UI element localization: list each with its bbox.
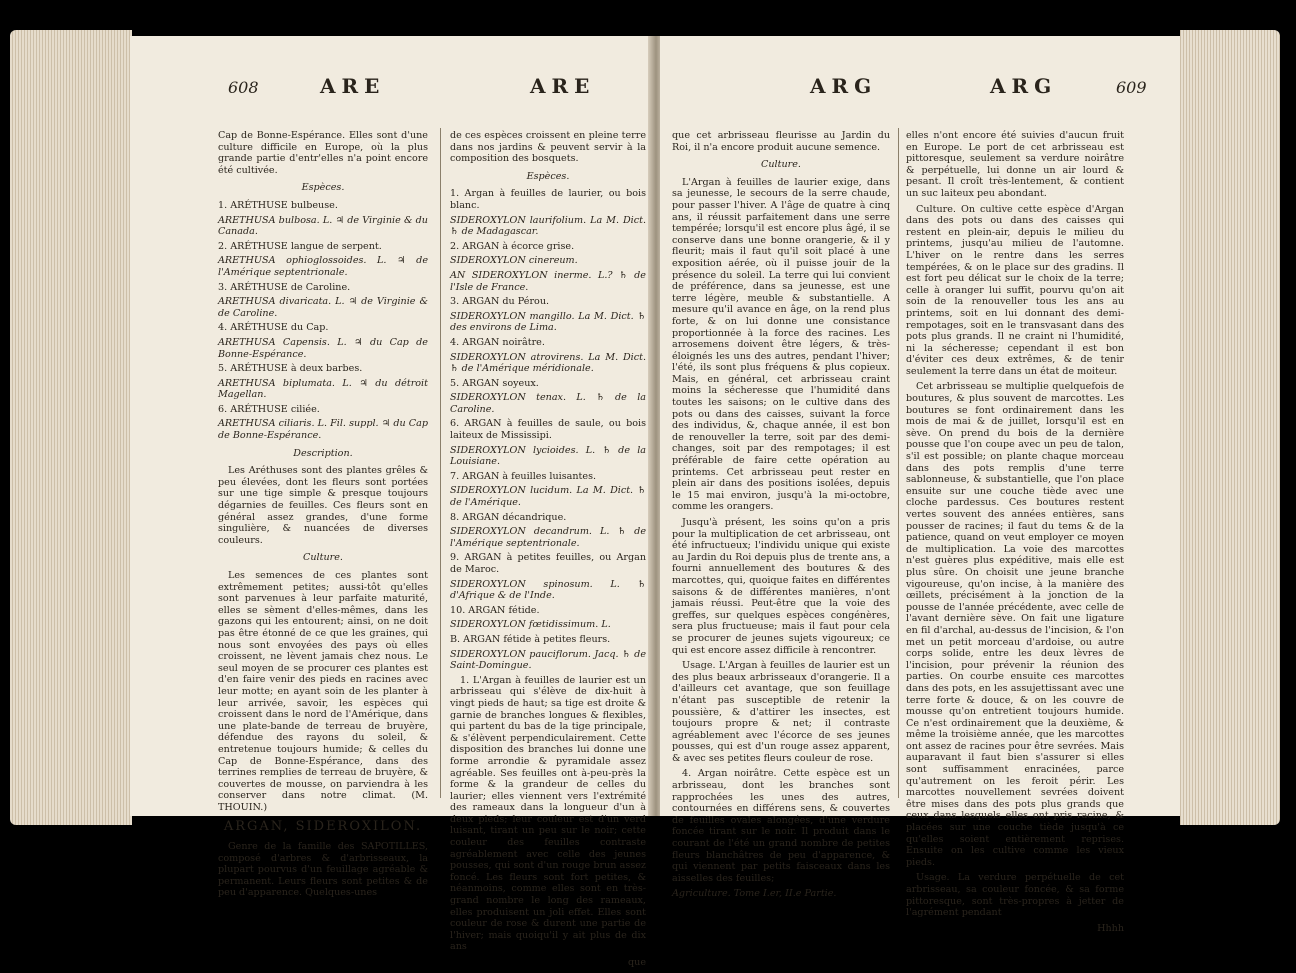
left-page-column-1 [218,130,428,903]
column-rule [440,128,441,798]
section-heading: Culture. [303,552,343,564]
page-number-left: 608 [228,78,259,97]
running-head-right-a: ARG [810,74,878,98]
species-entry: 8. ARGAN décandrique. [450,511,567,523]
species-latin-name: ARETHUSA Capensis. L. ♃ du Cap de Bonne-Espérance. [218,336,428,360]
column-rule [898,128,899,798]
left-page [130,36,656,968]
species-entry: 10. ARGAN fétide. [450,604,540,616]
page-number-right: 609 [1116,78,1147,97]
species-entry: 7. ARGAN à feuilles luisantes. [450,470,597,482]
running-head-left-b: ARE [530,74,596,98]
paragraph: Genre de la famille des SAPOTILLES, composé d'arbres & d'arbrisseaux, la plupart pourvus d'un feuillage agréable & permanent. Leurs fleurs sont petites & de peu d'apparence. Quelques-unes [218,841,428,899]
species-latin-name: SIDEROXYLON mangillo. La M. Dict. ♄ des environs de Lima. [450,310,646,334]
species-entry: 6. ARGAN à feuilles de saule, ou bois laiteux de Mississipi. [450,418,646,442]
species-latin-name: SIDEROXYLON cinereum. [450,255,578,267]
species-entry: 3. ARÉTHUSE de Caroline. [218,281,351,293]
paragraph: Cap de Bonne-Espérance. Elles sont d'une culture difficile en Europe, où la plus grande partie d'entr'elles n'a point encore été cultivée. [218,130,428,176]
running-head-right-b: ARG [990,74,1058,98]
catchword: que [628,957,646,968]
species-latin-name: ARETHUSA ophioglossoides. L. ♃ de l'Amérique septentrionale. [218,255,428,278]
species-entry: B. ARGAN fétide à petites fleurs. [450,633,611,645]
right-page [660,36,1180,934]
paragraph: Les semences de ces plantes sont extrêmement petites; aussi-tôt qu'elles sont parvenues à leur parfaite maturité, elles se sèment d'elles-mêmes, dans les gazons qui les entourent; ainsi, on ne doit pas être étonné de ce que les graines, qui nous sont envoyées des pays où elles croissent, ne lèvent jamais chez nous. Le seul moyen de se procurer ces plantes est d'en faire venir des pieds en racines avec leur motte; en ayant soin de les planter à leur arrivée, savoir, les espèces qui croissent dans le nord de l'Amérique, dans une plate-bande de terreau de bruyère, défendue des rayons du soleil, & entretenue toujours humide; & celles du Cap de Bonne-Espérance, dans des terrines remplies de terreau de bruyère, & couvertes de mousse, on parviendra à les conserver dans notre climat. (M. THOUIN.) [218,570,428,813]
species-latin-name: SIDEROXYLON lycioides. L. ♄ de la Louisiane. [450,444,646,468]
paragraph: elles n'ont encore été suivies d'aucun fruit en Europe. Le port de cet arbrisseau est pittoresque, seulement sa verdure noirâtre & perpétuelle, lui donne un air lourd & pesant. Il croît très-lentement, & contient un suc laiteux peu abondant. [906,130,1124,199]
paragraph: Cet arbrisseau se multiplie quelquefois de boutures, & plus souvent de marcottes. Les boutures se font ordinairement dans les mois de mai & de juillet, lorsqu'il est en sève. On prend du bois de la dernière pousse que l'on coupe avec un peu de talon, s'il est possible; on plante chaque morceau dans des pots remplis d'une terre sablonneuse, & substantielle, que l'on place ensuite sur une couche tiède avec une cloche pardessus. Ces boutures restent vertes souvent des années entières, sans pousser de racines; il faut du tems & de la patience, quand on veut employer ce moyen de multiplication. La voie des marcottes n'est guères plus expéditive, mais elle est plus sûre. On choisit une jeune branche vigoureuse, qu'on incise, à la manière des œillets, précisément à la jonction de la pousse de l'année précédente, avec celle de l'avant dernière sève. On fait une ligature en fil d'archal, au-dessus de l'incision, & l'on met un petit morceau d'ardoise, ou autre corps solide, entre les deux lèvres de l'incision, pour prévenir la réunion des parties. On courbe ensuite ces marcottes dans des pots, en les assujettissant avec une terre forte & douce, & on les couvre de mousse qu'on entretient toujours humide. Ce n'est ordinairement que la deuxième, & même la troisième année, que les marcottes ont assez de racines pour être sevrées. Mais auparavant il faut bien s'assurer si elles sont suffisamment enracinées, parce qu'autrement on les feroit périr. Les marcottes nouvellement sevrées doivent être mises dans des pots plus grands que ceux dans lesquels elles ont pris racine, & placées sur une couche tiède jusqu'à ce qu'elles soient entièrement reprises. Ensuite on les cultive comme les vieux pieds. [906,381,1124,868]
species-latin-name: AN SIDEROXYLON inerme. L.? ♄ de l'Isle de France. [450,269,646,293]
paragraph: Usage. La verdure perpétuelle de cet arbrisseau, sa couleur foncée, & sa forme pittoresque, sont très-propres à jetter de l'agrément pendant [906,872,1124,919]
species-entry: 2. ARÉTHUSE langue de serpent. [218,240,382,252]
species-latin-name: SIDEROXYLON atrovirens. La M. Dict. ♄ de l'Amérique méridionale. [450,351,646,375]
species-latin-name: SIDEROXYLON decandrum. L. ♄ de l'Amérique septentrionale. [450,526,646,549]
species-latin-name: ARETHUSA divaricata. L. ♃ de Virginie & de Caroline. [218,296,428,319]
species-entry: 6. ARÉTHUSE ciliée. [218,403,320,415]
paragraph: de ces espèces croissent en pleine terre dans nos jardins & peuvent servir à la composition des bosquets. [450,130,646,165]
species-entry: 4. ARÉTHUSE du Cap. [218,322,329,334]
species-latin-name: SIDEROXYLON laurifolium. La M. Dict. ♄ de Madagascar. [450,214,646,238]
paragraph: Jusqu'à présent, les soins qu'on a pris pour la multiplication de cet arbrisseau, ont été infructueux; l'individu unique qui existe au Jardin du Roi depuis plus de trente ans, a fourni annuellement des boutures & des marcottes, qui, quoique faites en différentes saisons & de différentes manières, n'ont jamais réussi. Peut-être que la voie des greffes, sur quelques espèces congénères, sera plus fructueuse; mais il faut pour cela se procurer de jeunes sujets vigoureux; ce qui est encore assez difficile à rencontrer. [672,517,890,656]
species-entry: 1. Argan à feuilles de laurier, ou bois blanc. [450,188,646,211]
species-latin-name: SIDEROXYLON pauciflorum. Jacq. ♄ de Saint-Domingue. [450,648,646,672]
species-latin-name: SIDEROXYLON tenax. L. ♄ de la Caroline. [450,392,646,415]
footer-signature: Agriculture. Tome I.er, II.e Partie. [672,888,837,900]
species-latin-name: SIDEROXYLON lucidum. La M. Dict. ♄ de l'Amérique. [450,485,646,509]
paragraph: 1. L'Argan à feuilles de laurier est un arbrisseau qui s'élève de dix-huit à vingt pieds de haut; sa tige est droite & garnie de branches longues & flexibles, qui partent du bas de la tige principale, & s'élèvent perpendiculairement. Cette disposition des branches lui donne une forme arrondie & pyramidale assez agréable. Ses feuilles ont à-peu-près la forme & la grandeur de celles du laurier; elles viennent vers l'extrémité des rameaux dans la longueur d'un à deux pieds; leur couleur est d'un verd luisant, tirant un peu sur le noir; cette couleur des feuilles contraste agréablement avec celle des jeunes pousses, qui sont d'un rouge brun assez foncé. Les fleurs sont fort petites, & néanmoins, comme elles sont en très-grand nombre le long des rameaux, elles produisent un joli effet. Elles sont couleur de rose & durent une partie de l'hiver; mais quoiqu'il y ait plus de dix ans [450,674,646,953]
species-entry: 3. ARGAN du Pérou. [450,296,550,308]
section-heading: Espèces. [301,182,345,194]
book-page-edges-right [1180,30,1280,825]
species-entry: 2. ARGAN à écorce grise. [450,240,575,252]
running-head-left-a: ARE [320,74,386,98]
species-entry: 4. ARGAN noirâtre. [450,336,545,348]
right-page-column-2 [906,130,1124,938]
paragraph: Culture. On cultive cette espèce d'Argan dans des pots ou dans des caisses qui restent en plein-air, depuis le milieu du printems, jusqu'au milieu de l'automne. L'hiver on le rentre dans les serres tempérées, & on le place sur des gradins. Il est fort peu délicat sur le choix de la terre; celle à oranger lui suffit, pourvu qu'on ait soin de la renouveller tous les ans au printems, soit en lui donnant des demi-rempotages, soit en le transvasant dans des pots plus grands. Il ne craint ni l'humidité, ni la sécheresse; cependant il est bon d'éviter ces deux extrêmes, & de tenir seulement la terre dans un état de moiteur. [906,203,1124,377]
paragraph: que cet arbrisseau fleurisse au Jardin du Roi, il n'a encore produit aucune semence. [672,130,890,153]
catchword: Hhhh [1097,922,1124,934]
species-latin-name: ARETHUSA bulbosa. L. ♃ de Virginie & du Canada. [218,214,428,238]
species-latin-name: ARETHUSA ciliaris. L. Fil. suppl. ♃ du Cap de Bonne-Espérance. [218,418,428,442]
species-entry: 5. ARGAN soyeux. [450,377,539,389]
section-heading: Description. [293,447,353,459]
paragraph: L'Argan à feuilles de laurier exige, dans sa jeunesse, le secours de la serre chaude, pour passer l'hiver. A l'âge de quatre à cinq ans, il réussit parfaitement dans une serre tempérée; lorsqu'il est encore plus âgé, il se conserve dans une bonne orangerie, & il y fleurit; mais il faut qu'il soit placé à une exposition aérée, où il puisse jouir de la présence du soleil. La terre qui lui convient de préférence, dans sa jeunesse, est une terre légère, meuble & substantielle. A mesure qu'il avance en âge, on la rend plus forte, & on lui donne une consistance proportionnée à la force des racines. Les arrosemens doivent être légers, & très-éloignés les uns des autres, pendant l'hiver; l'été, ils sont plus fréquens & plus copieux. Mais, en général, cet arbrisseau craint moins la sécheresse que l'humidité dans toutes les saisons; on le cultive dans des pots ou dans des caisses, suivant la force des individus, &, chaque année, il est bon de renouveller la terre, soit par des demi-changes, soit par des rempotages; il est préférable de faire cette opération au printems. Cet arbrisseau peut rester en plein air dans des positions isolées, depuis le 15 mai environ, jusqu'à la mi-octobre, comme les orangers. [672,176,890,513]
paragraph: Les Aréthuses sont des plantes grêles & peu élevées, dont les fleurs sont portées sur une tige simple & presque toujours dégarnies de feuilles. Ces fleurs sont en général assez grandes, d'une forme singulière, & nuancées de diverses couleurs. [218,465,428,546]
species-entry: 9. ARGAN à petites feuilles, ou Argan de Maroc. [450,552,646,575]
article-heading: ARGAN, SIDEROXILON. [223,819,423,835]
section-heading: Culture. [761,159,801,171]
paragraph: 4. Argan noirâtre. Cette espèce est un arbrisseau, dont les branches sont rapprochées les unes des autres, contournées en différens sens, & couvertes de feuilles ovales alongées, d'une verdure foncée tirant sur le noir. Il produit dans le courant de l'été un grand nombre de petites fleurs blanchâtres de peu d'apparence, & qui viennent par petits faisceaux dans les aisselles des feuilles; [672,768,890,884]
species-entry: 1. ARÉTHUSE bulbeuse. [218,199,338,211]
paragraph: Usage. L'Argan à feuilles de laurier est un des plus beaux arbrisseaux d'orangerie. Il a d'ailleurs cet avantage, que son feuillage n'étant pas susceptible de retenir la poussière, & d'attirer les insectes, est toujours propre & net; il contraste agréablement avec l'écorce de ses jeunes pousses, qui est d'un rouge assez apparent, & avec ses petites fleurs couleur de rose. [672,660,890,764]
species-entry: 5. ARÉTHUSE à deux barbes. [218,363,363,375]
species-latin-name: SIDEROXYLON spinosum. L. ♄ d'Afrique & de l'Inde. [450,578,646,602]
section-heading: Espèces. [526,170,570,182]
species-latin-name: SIDEROXYLON fœtidissimum. L. [450,619,611,631]
right-page-column-1 [672,130,890,904]
book-page-edges-left [10,30,132,825]
species-latin-name: ARETHUSA biplumata. L. ♃ du détroit Magellan. [218,377,428,401]
left-page-column-2 [450,130,646,973]
